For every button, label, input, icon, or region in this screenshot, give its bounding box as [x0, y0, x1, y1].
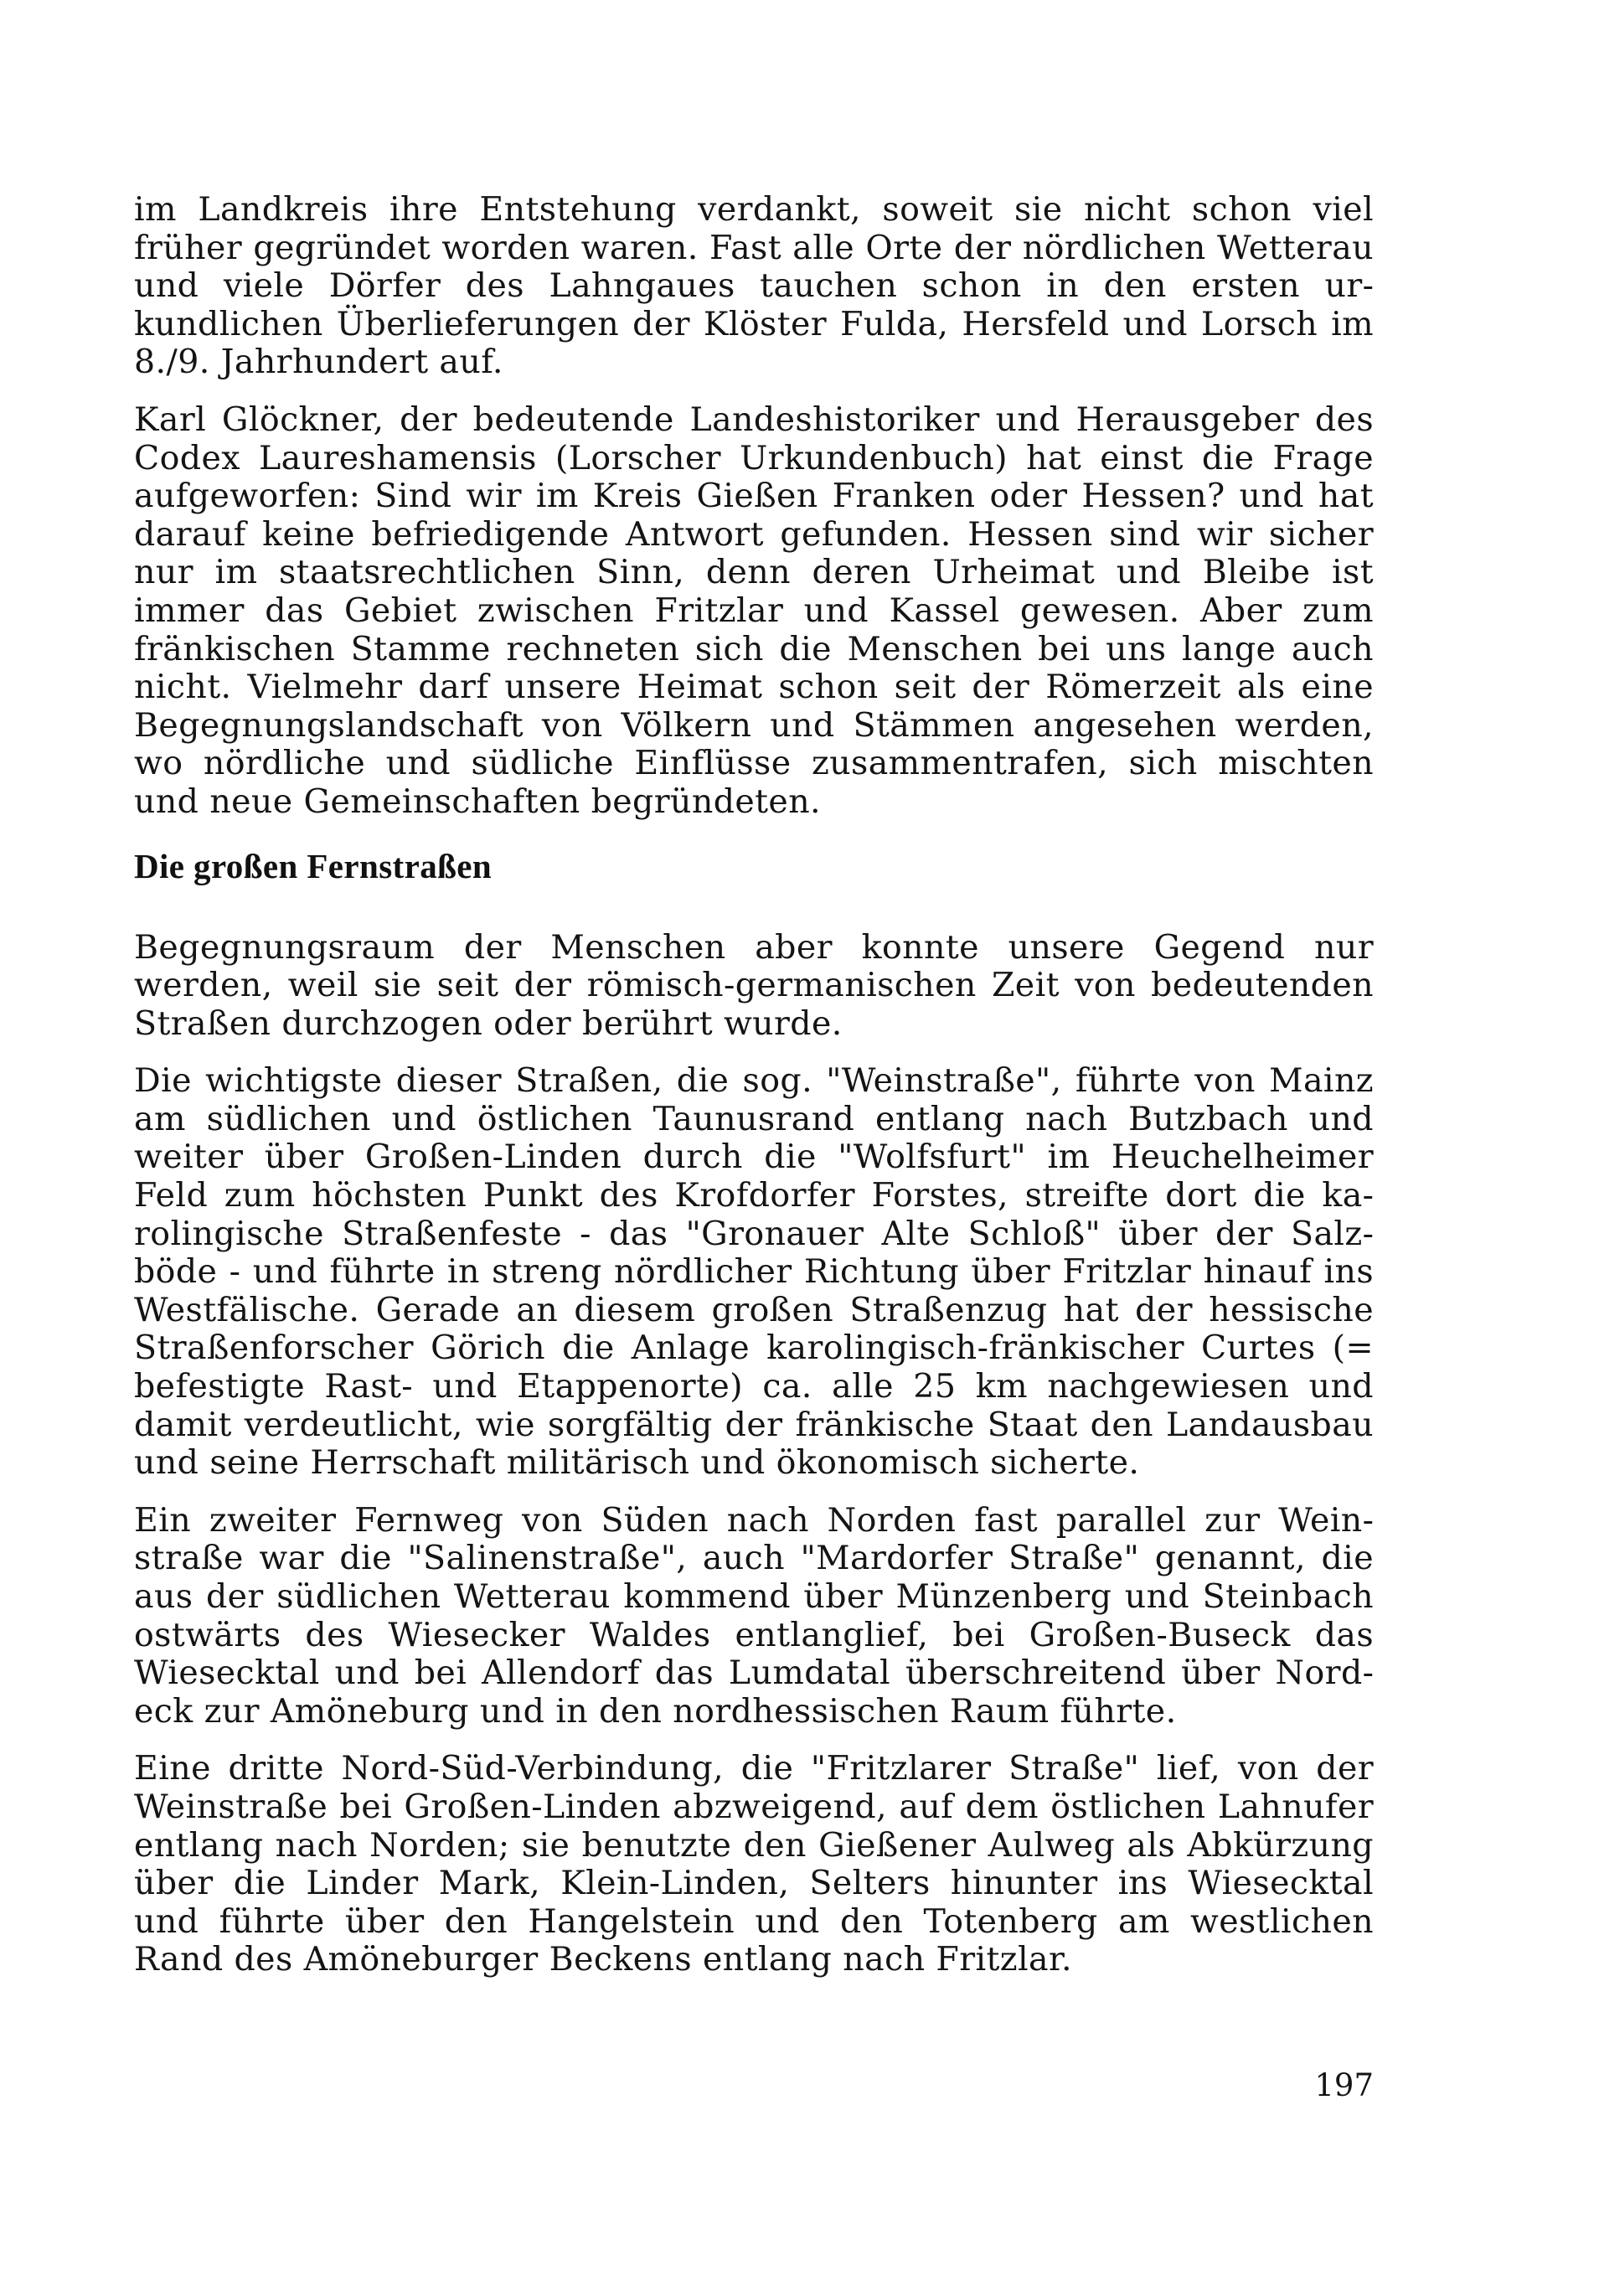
paragraph-1: im Landkreis ihre Entstehung verdankt, soweit sie nicht schon viel früher gegründet worden waren. Fast alle Orte der nördlichen Wetterau und viele Dörfer des Lahngaues tauchen schon in den ersten urkundlichen Überlieferungen der Klöster Fulda, Hersfeld und Lorsch im 8./9. Jahrhundert auf. — [134, 190, 1374, 382]
paragraph-4: Die wichtigste dieser Straßen, die sog. "Weinstraße", führte von Mainz am südlichen und östlichen Taunusrand entlang nach Butzbach und weiter über Großen-Linden durch die "Wolfsfurt" im Heuchelheimer Feld zum höchsten Punkt des Krofdorfer Forstes, streifte dort die karolingische Straßenfeste - das "Gronauer Alte Schloß" über der Salzböde - und führte in streng nördlicher Richtung über Fritzlar hinauf ins Westfälische. Gerade an diesem großen Straßenzug hat der hessische Straßenforscher Görich die Anlage karolingisch-fränkischer Curtes (= befestigte Rast- und Etappenorte) ca. alle 25 km nachgewiesen und damit verdeutlicht, wie sorgfältig der fränkische Staat den Landausbau und seine Herrschaft militärisch und ökonomisch sicherte. — [134, 1061, 1374, 1483]
paragraph-2: Karl Glöckner, der bedeutende Landeshistoriker und Herausgeber des Codex Laureshamensis (Lorscher Urkundenbuch) hat einst die Frage aufgeworfen: Sind wir im Kreis Gießen Franken oder Hessen? und hat darauf keine befriedigende Antwort gefunden. Hessen sind wir sicher nur im staatsrechtlichen Sinn, denn deren Urheimat und Bleibe ist immer das Gebiet zwischen Fritzlar und Kassel gewesen. Aber zum fränkischen Stamme rechneten sich die Menschen bei uns lange auch nicht. Vielmehr darf unsere Heimat schon seit der Römerzeit als eine Begegnungslandschaft von Völkern und Stämmen angesehen werden, wo nördliche und südliche Einflüsse zusammentrafen, sich mischten und neue Gemeinschaften begründeten. — [134, 400, 1374, 821]
body-text — [134, 191, 1374, 1999]
section-heading: Die großen Fernstraßen — [134, 846, 493, 885]
page-number: 197 — [1314, 2067, 1374, 2103]
paragraph-5: Ein zweiter Fernweg von Süden nach Norden fast parallel zur Weinstraße war die "Salinenstraße", auch "Mardorfer Straße" genannt, die aus der südlichen Wetterau kommend über Münzenberg und Steinbach ostwärts des Wiesecker Waldes entlanglief, bei Großen-Buseck das Wiesecktal und bei Allendorf das Lumdatal überschreitend über Nordeck zur Amöneburg und in den nordhessischen Raum führte. — [134, 1500, 1374, 1731]
paragraph-6: Eine dritte Nord-Süd-Verbindung, die "Fritzlarer Straße" lief, von der Weinstraße bei Großen-Linden abzweigend, auf dem östlichen Lahnufer entlang nach Norden; sie benutzte den Gießener Aulweg als Abkürzung über die Linder Mark, Klein-Linden, Selters hinunter ins Wiesecktal und führte über den Hangelstein und den Totenberg am westlichen Rand des Amöneburger Beckens entlang nach Fritzlar. — [134, 1749, 1374, 1979]
paragraph-3: Begegnungsraum der Menschen aber konnte unsere Gegend nur werden, weil sie seit der römisch-germanischen Zeit von bedeutenden Straßen durchzogen oder berührt wurde. — [134, 927, 1374, 1043]
